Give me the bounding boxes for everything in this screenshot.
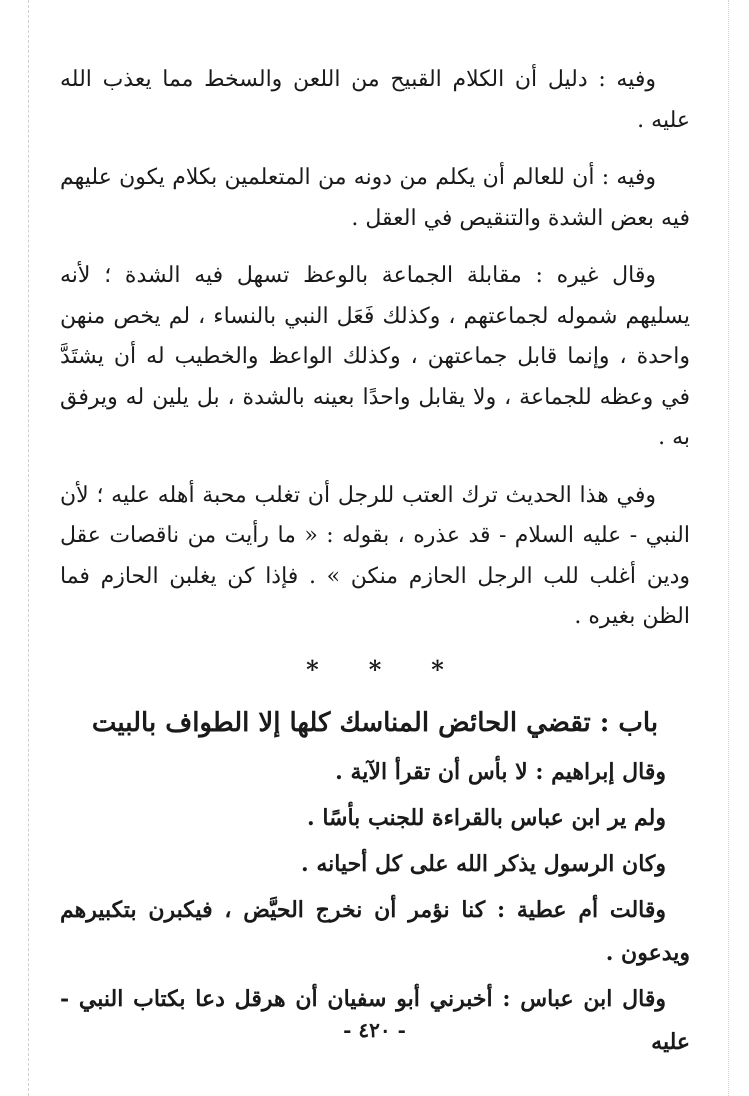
page-fold-line <box>28 0 29 1096</box>
chapter-heading: باب : تقضي الحائض المناسك كلها إلا الطواف بالبيت <box>91 707 659 738</box>
chapter-line: وقال ابن عباس : أخبرني أبو سفيان أن هرقل دعا بكتاب النبي - عليه <box>60 985 690 1055</box>
separator-star: * <box>368 654 382 684</box>
page-number: - ٤٢٠ - <box>343 1018 406 1042</box>
chapter-line: وكان الرسول يذكر الله على كل أحيانه . <box>301 850 666 877</box>
chapter-line: وقالت أم عطية : كنا نؤمر أن نخرج الحيَّض ، فيكبرن بتكبيرهم ويدعون . <box>60 896 690 966</box>
page-edge-line <box>728 0 729 1096</box>
section-separator <box>60 655 690 687</box>
separator-star: * <box>431 654 444 684</box>
chapter-line: ولم ير ابن عباس بالقراءة للجنب بأسًا . <box>307 804 666 831</box>
paragraph: وفي هذا الحديث ترك العتب للرجل أن تغلب محبة أهله عليه ؛ لأن النبي - عليه السلام - قد عذره ، بقوله : « ما رأيت من ناقصات عقل ودين أغلب للب الرجل الحازم منكن » . فإذا كن يغلبن الحازم فما الظن بغيره . <box>60 482 690 629</box>
separator-star: * <box>306 654 319 684</box>
paragraph: وفيه : أن للعالم أن يكلم من دونه من المتعلمين بكلام يكون عليهم فيه بعض الشدة والتنقيص في العقل . <box>60 165 690 231</box>
book-page <box>60 60 690 1067</box>
chapter-line: وقال إبراهيم : لا بأس أن تقرأ الآية . <box>335 758 666 785</box>
paragraph: وقال غيره : مقابلة الجماعة بالوعظ تسهل فيه الشدة ؛ لأنه يسليهم شموله لجماعتهم ، وكذلك فَعَل النبي بالنساء ، لم يخص منهن واحدة ، وإنما قابل جماعتهن ، وكذلك الواعظ والخطيب له أن يشتَدَّ في وعظه للجماعة ، ولا يقابل واحدًا بعينه بالشدة ، بل يلين له ويرفق به . <box>60 263 690 450</box>
paragraph: وفيه : دليل أن الكلام القبيح من اللعن والسخط مما يعذب الله عليه . <box>60 67 690 133</box>
